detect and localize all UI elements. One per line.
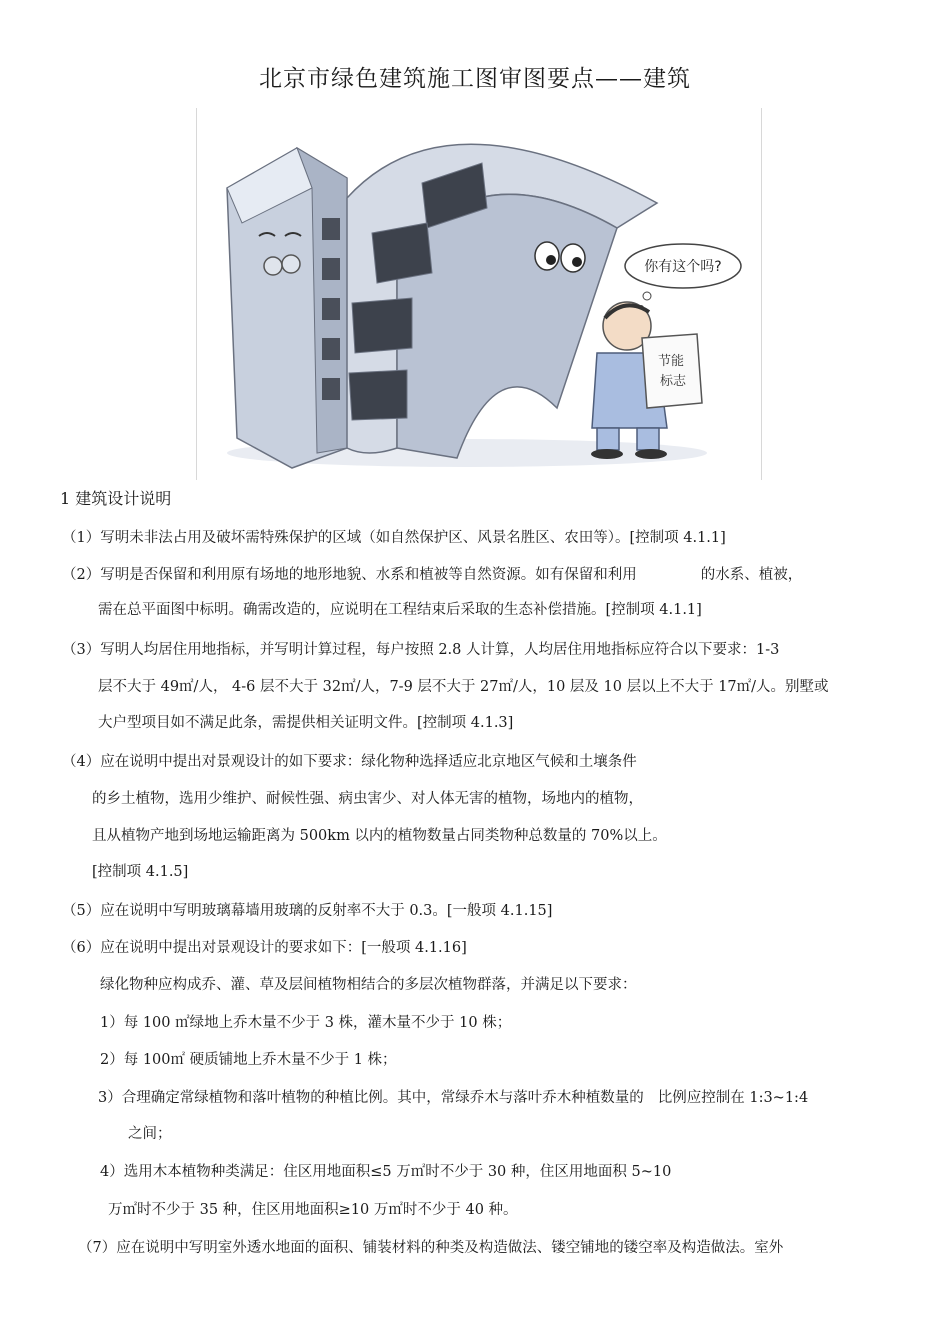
speech-bubble (625, 244, 741, 311)
item-5: （5）应在说明中写明玻璃幕墙用玻璃的反射率不大于 0.3。[一般项 4.1.15] (62, 903, 553, 919)
item-6-sub-4-line-1: 4）选用木本植物种类满足：住区用地面积≤5 万㎡时不少于 30 种，住区用地面积 5~10 (100, 1164, 672, 1180)
item-6-sub-3-tail: 比例应控制在 1:3~1:4 (657, 1090, 809, 1106)
item-4-line-3: 且从植物产地到场地运输距离为 500km 以内的植物数量占同类物种总数量的 70%以上。 (92, 828, 667, 844)
item-2-line-2: 需在总平面图中标明。确需改造的，应说明在工程结束后采取的生态补偿措施。[控制项 4.1.1] (98, 602, 702, 618)
sign-text-line1: 节能 (657, 354, 685, 369)
item-7-line-1: （7）应在说明中写明室外透水地面的面积、铺装材料的种类及构造做法、镂空铺地的镂空率及构造做法。室外 (78, 1240, 784, 1256)
item-6-sub-3-line-1 (98, 1088, 808, 1108)
speech-bubble-text: 你有这个吗? (644, 259, 722, 275)
item-6-line-1: （6）应在说明中提出对景观设计的要求如下：[一般项 4.1.16] (62, 940, 467, 956)
item-2-line-1-tail: 的水系、植被， (700, 567, 803, 583)
item-4-line-2: 的乡土植物，选用少维护、耐候性强、病虫害少、对人体无害的植物，场地内的植物， (92, 791, 643, 807)
item-3-line-3: 大户型项目如不满足此条，需提供相关证明文件。[控制项 4.1.3] (98, 715, 514, 731)
item-2-line-1-text: （2）写明是否保留和利用原有场地的地形地貌、水系和植被等自然资源。如有保留和利用 (62, 567, 637, 583)
item-6-sub-2: 2）每 100㎡ 硬质铺地上乔木量不少于 1 株； (100, 1052, 397, 1068)
item-1: （1）写明未非法占用及破坏需特殊保护的区域（如自然保护区、风景名胜区、农田等）。[控制项 4.1.1] (62, 530, 726, 546)
item-2-line-1 (62, 565, 802, 585)
sign-text-line2: 标志 (659, 374, 687, 389)
cartoon-drawing (197, 108, 761, 480)
section-heading: 1 建筑设计说明 (60, 489, 172, 508)
item-6-sub-3-line-2: 之间； (128, 1126, 172, 1142)
item-4-line-4: [控制项 4.1.5] (92, 864, 189, 880)
sign-paper (642, 334, 702, 408)
item-6-line-2: 绿化物种应构成乔、灌、草及层间植物相结合的多层次植物群落，并满足以下要求： (100, 977, 637, 993)
item-3-line-1: （3）写明人均居住用地指标，并写明计算过程，每户按照 2.8 人计算，人均居住用地指标应符合以下要求：1-3 (62, 642, 780, 658)
item-6-sub-3-text: 3）合理确定常绿植物和落叶植物的种植比例。其中，常绿乔木与落叶乔木种植数量的 (98, 1090, 644, 1106)
item-6-sub-4-line-2: 万㎡时不少于 35 种，住区用地面积≥10 万㎡时不少于 40 种。 (108, 1202, 518, 1218)
cartoon-illustration (196, 108, 762, 480)
item-6-sub-1: 1）每 100 ㎡绿地上乔木量不少于 3 株，灌木量不少于 10 株； (100, 1015, 512, 1031)
left-building (227, 148, 347, 468)
item-3-line-2: 层不大于 49㎡/人， 4-6 层不大于 32㎡/人，7-9 层不大于 27㎡/人，10 层及 10 层以上不大于 17㎡/人。别墅或 (98, 679, 829, 695)
item-4-line-1: （4）应在说明中提出对景观设计的如下要求：绿化物种选择适应北京地区气候和土壤条件 (62, 754, 637, 770)
page-title: 北京市绿色建筑施工图审图要点——建筑 (259, 66, 691, 92)
